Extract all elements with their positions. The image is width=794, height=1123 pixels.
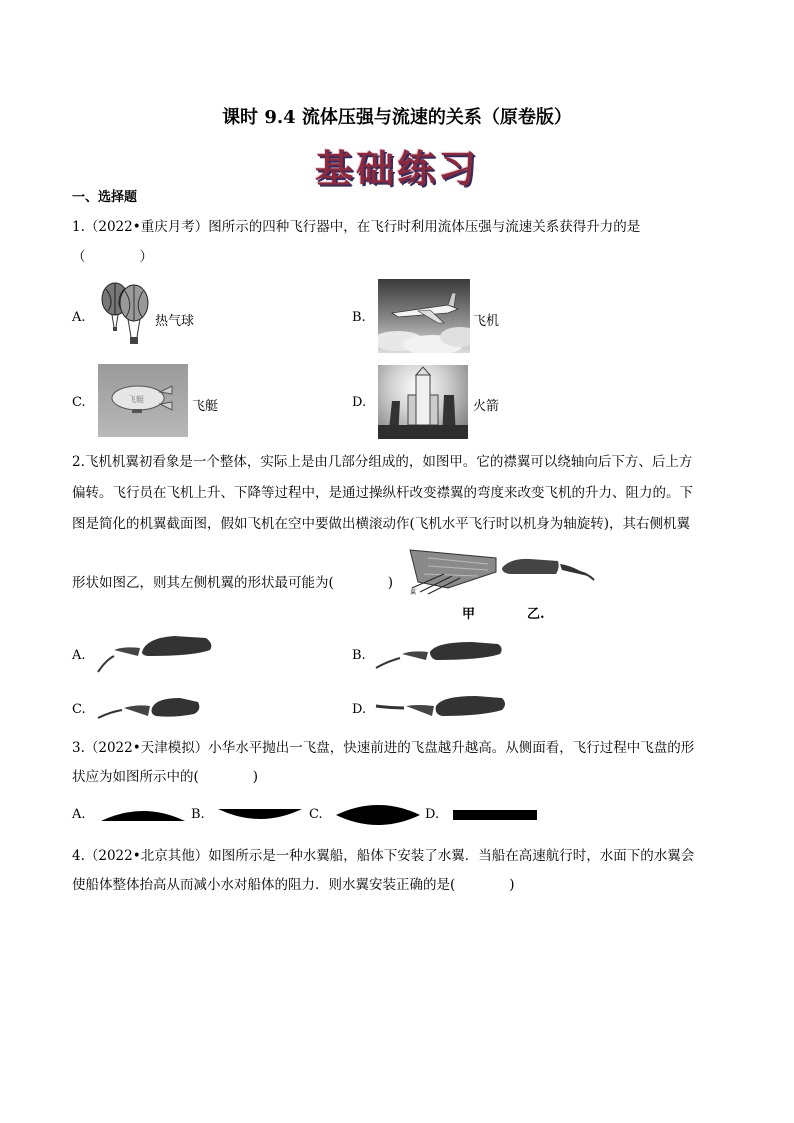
wing-option-c <box>94 692 204 722</box>
hot-air-balloon-image <box>98 281 152 353</box>
q1-option-a-letter: A. <box>72 310 86 325</box>
q1-option-a-caption: 热气球 <box>155 314 195 329</box>
wing-option-a <box>94 632 216 678</box>
q2-option-b-letter: B. <box>352 648 366 663</box>
q4-line-2: 使船体整体抬高从而减小水对船体的阻力．则水翼安装正确的是( ) <box>72 877 515 893</box>
q3-option-a-letter: A. <box>72 807 86 822</box>
q2-line-1: 2.飞机机翼初看象是一个整体，实际上是由几部分组成的，如图甲。它的襟翼可以绕轴向后下方、后上方 <box>72 454 693 470</box>
wing-section-yi <box>500 556 596 584</box>
disc-option-b <box>217 807 303 823</box>
q1-option-b-letter: B. <box>352 310 366 325</box>
q2-option-a-letter: A. <box>72 648 86 663</box>
airship-image <box>98 364 188 437</box>
disc-option-c <box>335 803 421 827</box>
q3-line-2: 状应为如图所示中的( ) <box>72 769 259 785</box>
q2-line-2: 偏转。飞行员在飞机上升、下降等过程中，是通过操纵杆改变襟翼的弯度来改变飞机的升力、阻力的。下 <box>72 485 693 501</box>
wing-option-d <box>372 692 508 722</box>
q3-option-c-letter: C. <box>309 807 323 822</box>
banner-heading: 基础练习 <box>314 146 479 191</box>
label-yi: 乙. <box>527 607 545 622</box>
svg-text:飞艇: 飞艇 <box>128 395 144 404</box>
airplane-image <box>378 279 470 353</box>
wing-diagram-jia <box>408 548 498 596</box>
q2-option-c-letter: C. <box>72 702 86 717</box>
q3-option-d-letter: D. <box>425 807 440 822</box>
q1-blank: （ ） <box>72 249 153 265</box>
q1-option-c-caption: 飞艇 <box>192 399 219 414</box>
svg-text:翼: 翼 <box>410 590 417 596</box>
q1-option-b-caption: 飞机 <box>473 314 500 329</box>
q2-line-3: 图是简化的机翼截面图，假如飞机在空中要做出横滚动作(飞机水平飞行时以机身为轴旋转)，其右侧机翼 <box>72 516 691 532</box>
disc-option-a <box>100 807 186 823</box>
q2-line-4: 形状如图乙，则其左侧机翼的形状最可能为( ) <box>72 575 394 591</box>
q1-option-c-letter: C. <box>72 395 86 410</box>
page-title: 课时 9.4 流体压强与流速的关系（原卷版） <box>222 107 572 128</box>
q1-option-d-caption: 火箭 <box>473 399 500 414</box>
q3-line-1: 3.（2022•天津模拟）小华水平抛出一飞盘，快速前进的飞盘越升越高。从侧面看，飞行过程中飞盘的形 <box>72 740 695 756</box>
rocket-image <box>378 365 468 439</box>
q1-stem: 1.（2022•重庆月考）图所示的四种飞行器中，在飞行时利用流体压强与流速关系获得升力的是 <box>72 219 641 235</box>
label-jia: 甲 <box>462 607 476 622</box>
q4-line-1: 4.（2022•北京其他）如图所示是一种水翼船，船体下安装了水翼．当船在高速航行时，水面下的水翼会 <box>72 848 695 864</box>
q1-option-d-letter: D. <box>352 395 367 410</box>
section-heading: 一、选择题 <box>72 190 138 205</box>
wing-option-b <box>372 638 506 674</box>
q3-option-b-letter: B. <box>191 807 205 822</box>
disc-option-d <box>453 809 537 821</box>
q2-option-d-letter: D. <box>352 702 367 717</box>
